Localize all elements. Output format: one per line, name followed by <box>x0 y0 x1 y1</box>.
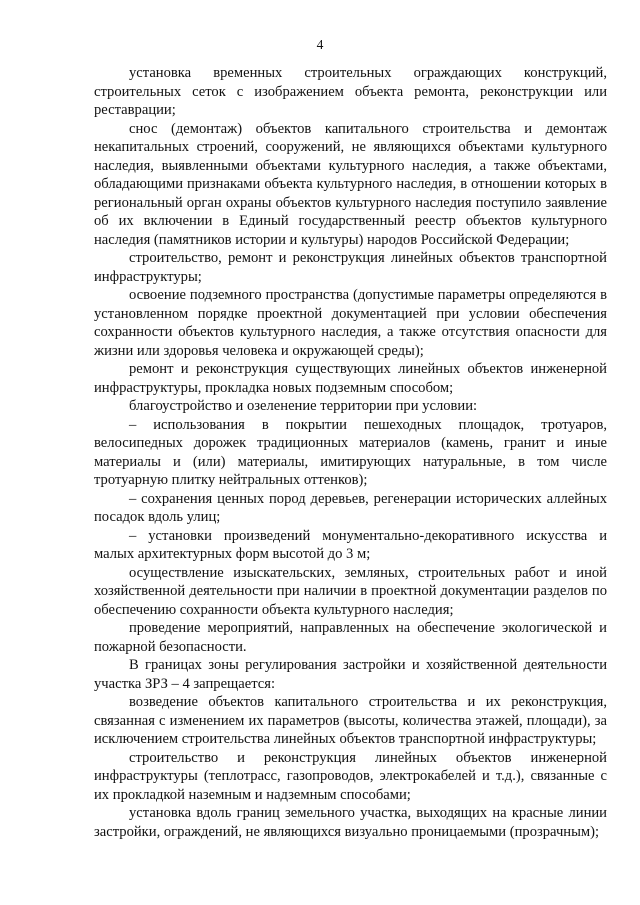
paragraph-engineering-repair: ремонт и реконструкция существующих линейных объектов инженерной инфраструктуры, прокладка новых подземным способом; <box>94 361 607 396</box>
paragraph-fencing-boundaries: установка вдоль границ земельного участка, выходящих на красные линии застройки, ограждений, не являющихся визуально проницаемыми (прозрачным); <box>94 805 607 840</box>
paragraph-paving-materials: – использования в покрытии пешеходных площадок, тротуаров, велосипедных дорожек традиционных материалов (камень, гранит и иные материалы и (или) материалы, имитирующих натуральные, в том числе тротуарную плитку нейтральных оттенков); <box>94 416 607 488</box>
paragraph-underground-space: освоение подземного пространства (допустимые параметры определяются в установленном порядке проектной документацией при условии обеспечения сохранности объектов культурного наследия, а также отсутствия опасности для жизни или здоровья человека и окружающей среды); <box>94 287 607 359</box>
paragraph-tree-preservation: – сохранения ценных пород деревьев, регенерации исторических аллейных посадок вдоль улиц; <box>94 490 607 525</box>
paragraph-zrz4-prohibitions-heading: В границах зоны регулирования застройки и хозяйственной деятельности участка ЗРЗ – 4 запрещается: <box>94 657 607 692</box>
paragraph-survey-works: осуществление изыскательских, земляных, строительных работ и иной хозяйственной деятельности при наличии в проектной документации разделов по обеспечению сохранности объекта культурного наследия; <box>94 564 607 618</box>
paragraph-capital-construction: возведение объектов капитального строительства и их реконструкция, связанная с изменением их параметров (высоты, количества этажей, площади), за исключением строительства линейных объектов транспортной инфраструктуры; <box>94 694 607 747</box>
paragraph-demolition: снос (демонтаж) объектов капитального строительства и демонтаж некапитальных строений, сооружений, не являющихся объектами культурного наследия, выявленными объектами культурного наследия, а также объектами, обладающими признаками объекта культурного наследия, в отношении которых в региональный орган охраны объектов культурного наследия поступило заявление об их включении в Единый государственный реестр объектов культурного наследия (памятников истории и культуры) народов Российской Федерации; <box>94 120 607 248</box>
paragraph-decorative-art: – установки произведений монументально-декоративного искусства и малых архитектурных форм высотой до 3 м; <box>94 527 607 562</box>
paragraph-temporary-fencing: установка временных строительных ограждающих конструкций, строительных сеток с изображением объекта ремонта, реконструкции или реставрации; <box>94 65 607 118</box>
paragraph-engineering-construction: строительство и реконструкция линейных объектов инженерной инфраструктуры (теплотрасс, газопроводов, электрокабелей и т.д.), связанные с их прокладкой наземным и надземным способами; <box>94 749 607 803</box>
paragraph-safety-measures: проведение мероприятий, направленных на обеспечение экологической и пожарной безопасности. <box>94 620 607 655</box>
page-number: 4 <box>316 37 324 52</box>
document-body <box>94 64 607 841</box>
paragraph-transport-infrastructure: строительство, ремонт и реконструкция линейных объектов транспортной инфраструктуры; <box>94 250 607 285</box>
paragraph-landscaping: благоустройство и озеленение территории при условии: <box>129 398 478 414</box>
